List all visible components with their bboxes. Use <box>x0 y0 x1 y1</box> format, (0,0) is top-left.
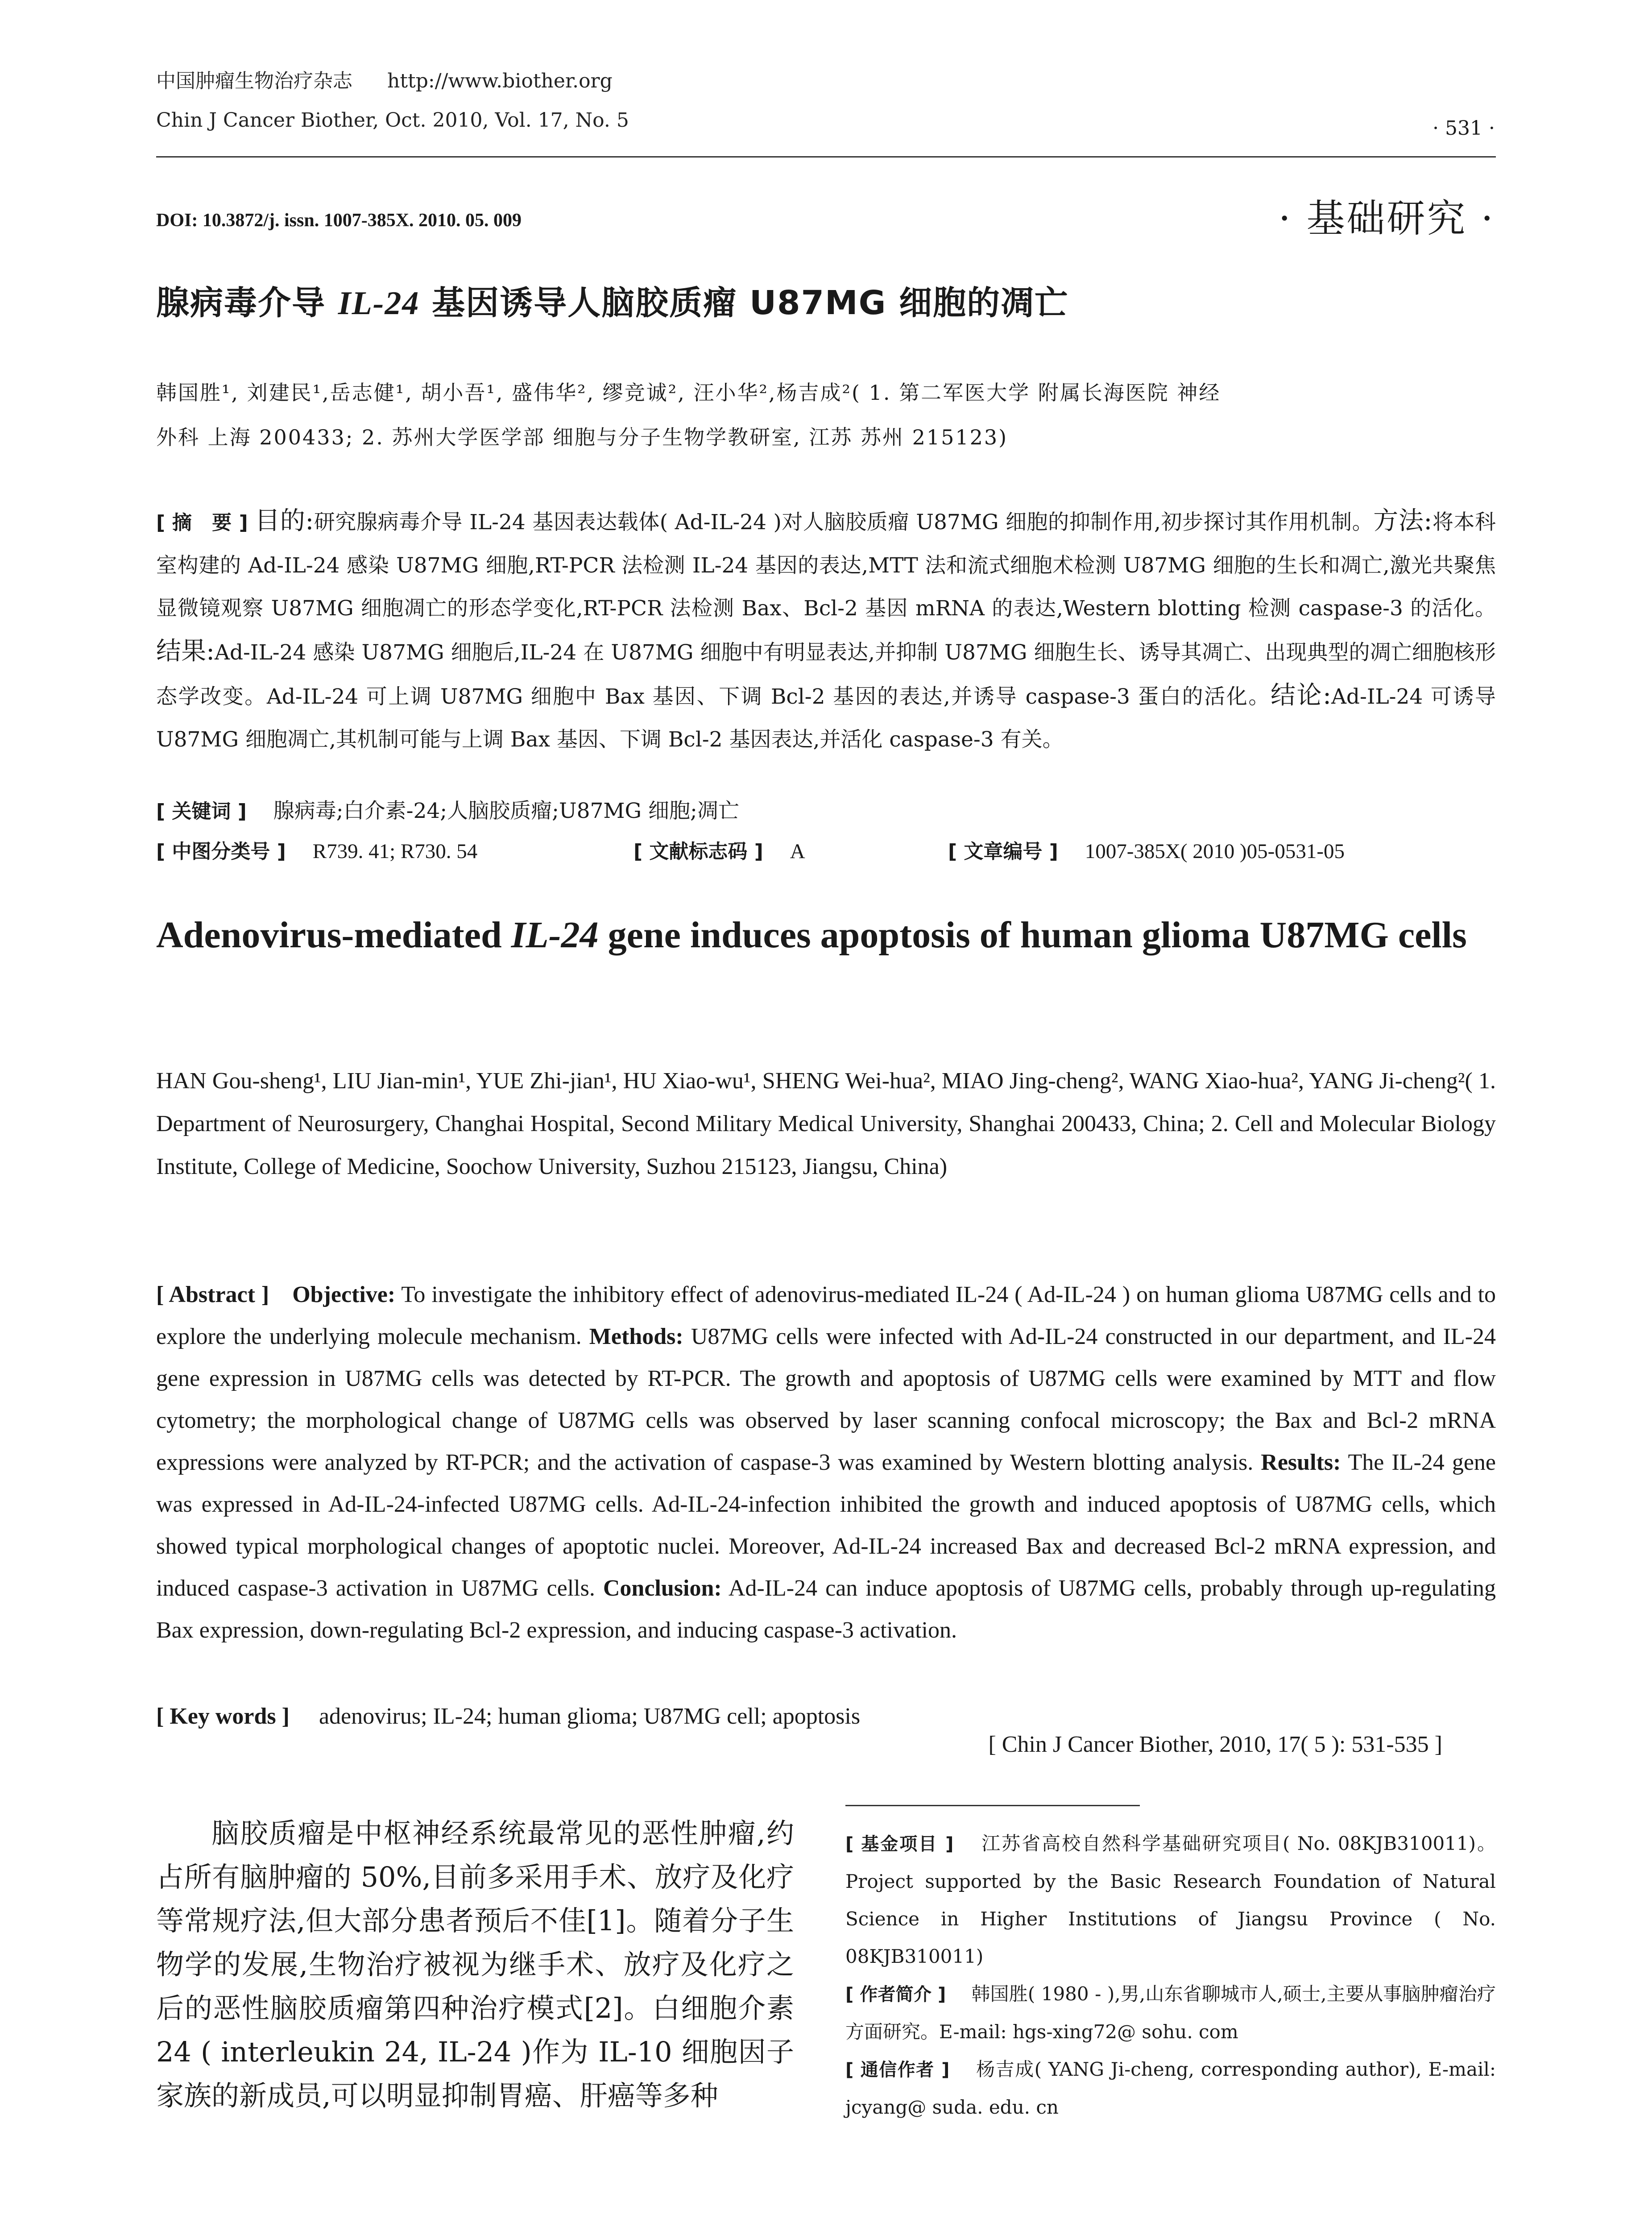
abstract-cn-label: [ 摘 要 ] <box>156 511 248 534</box>
methods-cn: 将本科室构建的 Ad-IL-24 感染 U87MG 细胞,RT-PCR 法检测 IL-24 基因的表达,MTT 法和流式细胞术检测 U87MG 细胞的生长和凋亡,激光共聚焦显微镜观察 U87MG 细胞凋亡的形态学变化,RT-PCR 法检测 Bax、Bcl-2 基因 mRNA 的表达,Western blotting 检测 caspase-3 的活化。 <box>156 510 1496 621</box>
footnote-author <box>845 1975 1496 2051</box>
clc-label: [ 中图分类号 ] <box>156 840 286 863</box>
header-rule <box>156 156 1496 158</box>
fund-label: [ 基金项目 ] <box>845 1834 954 1854</box>
footnote-corresponding <box>845 2051 1496 2126</box>
doccode-value: A <box>790 840 805 863</box>
title-cn-part1: 腺病毒介导 <box>156 284 338 322</box>
page-number: · 531 · <box>1433 117 1495 140</box>
keywords-cn-label: [ 关键词 ] <box>156 800 247 823</box>
results-cn: Ad-IL-24 感染 U87MG 细胞后,IL-24 在 U87MG 细胞中有明显表达,并抑制 U87MG 细胞生长、诱导其凋亡、出现典型的凋亡细胞核形态学改变。Ad-IL-24 可上调 U87MG 细胞中 Bax 基因、下调 Bcl-2 基因的表达,并诱导 caspase-3 蛋白的活化。 <box>156 640 1496 709</box>
results-head-en: Results: <box>1261 1450 1341 1475</box>
keywords-en-label: [ Key words ] <box>156 1704 290 1729</box>
keywords-cn-row <box>156 790 1496 833</box>
title-en-gene: IL-24 <box>511 914 599 956</box>
title-en-part1: Adenovirus-mediated <box>156 914 511 956</box>
journal-name-cn: 中国肿瘤生物治疗杂志 <box>156 70 352 92</box>
body-text: 脑胶质瘤是中枢神经系统最常见的恶性肿瘤,约占所有脑肿瘤的 50%,目前多采用手术、放疗及化疗等常规疗法,但大部分患者预后不佳[1]。随着分子生物学的发展,生物治疗被视为继手术、放疗及化疗之后的恶性脑胶质瘤第四种治疗模式[2]。白细胞介素 24 ( interleukin 24, IL-24 )作为 IL-10 细胞因子家族的新成员,可以明显抑制胃癌、肝癌等多种 <box>156 1817 794 2112</box>
methods-head-cn: 方法: <box>1373 506 1433 535</box>
abstract-en <box>156 1274 1496 1651</box>
fund-text: 江苏省高校自然科学基础研究项目( No. 08KJB310011)。Project supported by the Basic Research Foundation of Natural Science in Higher Institutions of Jiangsu Province ( No. 08KJB310011) <box>845 1833 1496 1967</box>
doi: DOI: 10.3872/j. issn. 1007-385X. 2010. 05. 009 <box>156 210 522 231</box>
abstract-cn <box>156 500 1496 761</box>
journal-url: http://www.biother.org <box>387 70 613 92</box>
results-en: The IL-24 gene was expressed in Ad-IL-24-infected U87MG cells. Ad-IL-24-infection inhibited the growth and induced apoptosis of U87MG cells, which showed typical morphological changes of apoptotic nuclei. Moreover, Ad-IL-24 increased Bax and decreased Bcl-2 mRNA expression, and induced caspase-3 activation in U87MG cells. <box>156 1450 1496 1601</box>
methods-head-en: Methods: <box>589 1324 683 1349</box>
abstract-en-label: [ Abstract ] <box>156 1282 269 1307</box>
author-label: [ 作者简介 ] <box>845 1984 946 2005</box>
title-cn <box>156 277 1068 324</box>
footnotes <box>845 1825 1496 2126</box>
doccode-label: [ 文献标志码 ] <box>633 840 763 863</box>
objective-head-cn: 目的: <box>255 506 314 535</box>
authors-en: HAN Gou-sheng¹, LIU Jian-min¹, YUE Zhi-jian¹, HU Xiao-wu¹, SHENG Wei-hua², MIAO Jing-cheng², WANG Xiao-hua², YANG Ji-cheng²( 1. Department of Neurosurgery, Changhai Hospital, Second Military Medical University, Shanghai 200433, China; 2. Cell and Molecular Biology Institute, College of Medicine, Soochow University, Suzhou 215123, Jiangsu, China) <box>156 1068 1496 1179</box>
conclusion-cn: Ad-IL-24 可诱导 U87MG 细胞凋亡,其机制可能与上调 Bax 基因、下调 Bcl-2 基因表达,并活化 caspase-3 有关。 <box>156 684 1496 752</box>
articleno-label: [ 文章编号 ] <box>948 840 1058 863</box>
conclusion-head-cn: 结论: <box>1270 681 1331 710</box>
articleno-value: 1007-385X( 2010 )05-0531-05 <box>1085 840 1345 863</box>
keywords-cn: 腺病毒;白介素-24;人脑胶质瘤;U87MG 细胞;凋亡 <box>273 799 739 823</box>
methods-en: U87MG cells were infected with Ad-IL-24 constructed in our department, and IL-24 gene expression in U87MG cells was detected by RT-PCR. The growth and apoptosis of U87MG cells were examined by MTT and flow cytometry; the morphological change of U87MG cells was observed by laser scanning confocal microscopy; the Bax and Bcl-2 mRNA expressions were analyzed by RT-PCR; and the activation of caspase-3 was examined by Western blotting analysis. <box>156 1324 1496 1475</box>
footnote-fund <box>845 1825 1496 1975</box>
author-text: 韩国胜( 1980 - ),男,山东省聊城市人,硕士,主要从事脑肿瘤治疗方面研究。E-mail: hgs-xing72@ sohu. com <box>845 1983 1496 2043</box>
footnote-rule <box>845 1805 1140 1806</box>
title-cn-part2: 基因诱导人脑胶质瘤 U87MG 细胞的凋亡 <box>419 284 1069 322</box>
classification-row <box>156 830 1496 873</box>
objective-cn: 研究腺病毒介导 IL-24 基因表达载体( Ad-IL-24 )对人脑胶质瘤 U87MG 细胞的抑制作用,初步探讨其作用机制。 <box>314 510 1374 535</box>
keywords-en: adenovirus; IL-24; human glioma; U87MG cell; apoptosis <box>319 1704 861 1729</box>
corr-label: [ 通信作者 ] <box>845 2060 950 2080</box>
title-en <box>156 910 1496 960</box>
authors-cn-line2: 外科 上海 200433; 2. 苏州大学医学部 细胞与分子生物学教研室, 江苏 苏州 215123) <box>156 425 1008 449</box>
clc-value: R739. 41; R730. 54 <box>312 840 478 863</box>
conclusion-head-en: Conclusion: <box>603 1576 722 1601</box>
journal-header-en: Chin J Cancer Biother, Oct. 2010, Vol. 17, No. 5 <box>156 109 629 132</box>
objective-head-en: Objective: <box>292 1282 396 1307</box>
authors-cn-line1: 韩国胜¹, 刘建民¹,岳志健¹, 胡小吾¹, 盛伟华², 缪竞诚², 汪小华²,杨吉成²( 1. 第二军医大学 附属长海医院 神经 <box>156 381 1221 405</box>
title-cn-gene: IL-24 <box>338 285 420 322</box>
conclusion-en: Ad-IL-24 can induce apoptosis of U87MG cells, probably through up-regulating Bax expression, down-regulating Bcl-2 expression, and inducing caspase-3 activation. <box>156 1576 1496 1643</box>
journal-header-cn <box>156 67 613 95</box>
title-en-part2: gene induces apoptosis of human glioma U87MG cells <box>598 914 1467 956</box>
objective-en: To investigate the inhibitory effect of adenovirus-mediated IL-24 ( Ad-IL-24 ) on human glioma U87MG cells and to explore the underlying molecule mechanism. <box>156 1282 1496 1349</box>
article-category: · 基础研究 · <box>1278 196 1495 241</box>
citation: [ Chin J Cancer Biother, 2010, 17( 5 ): 531-535 ] <box>988 1732 1442 1757</box>
results-head-cn: 结果: <box>156 637 215 666</box>
corr-text: 杨吉成( YANG Ji-cheng, corresponding author), E-mail: jcyang@ suda. edu. cn <box>845 2058 1496 2118</box>
